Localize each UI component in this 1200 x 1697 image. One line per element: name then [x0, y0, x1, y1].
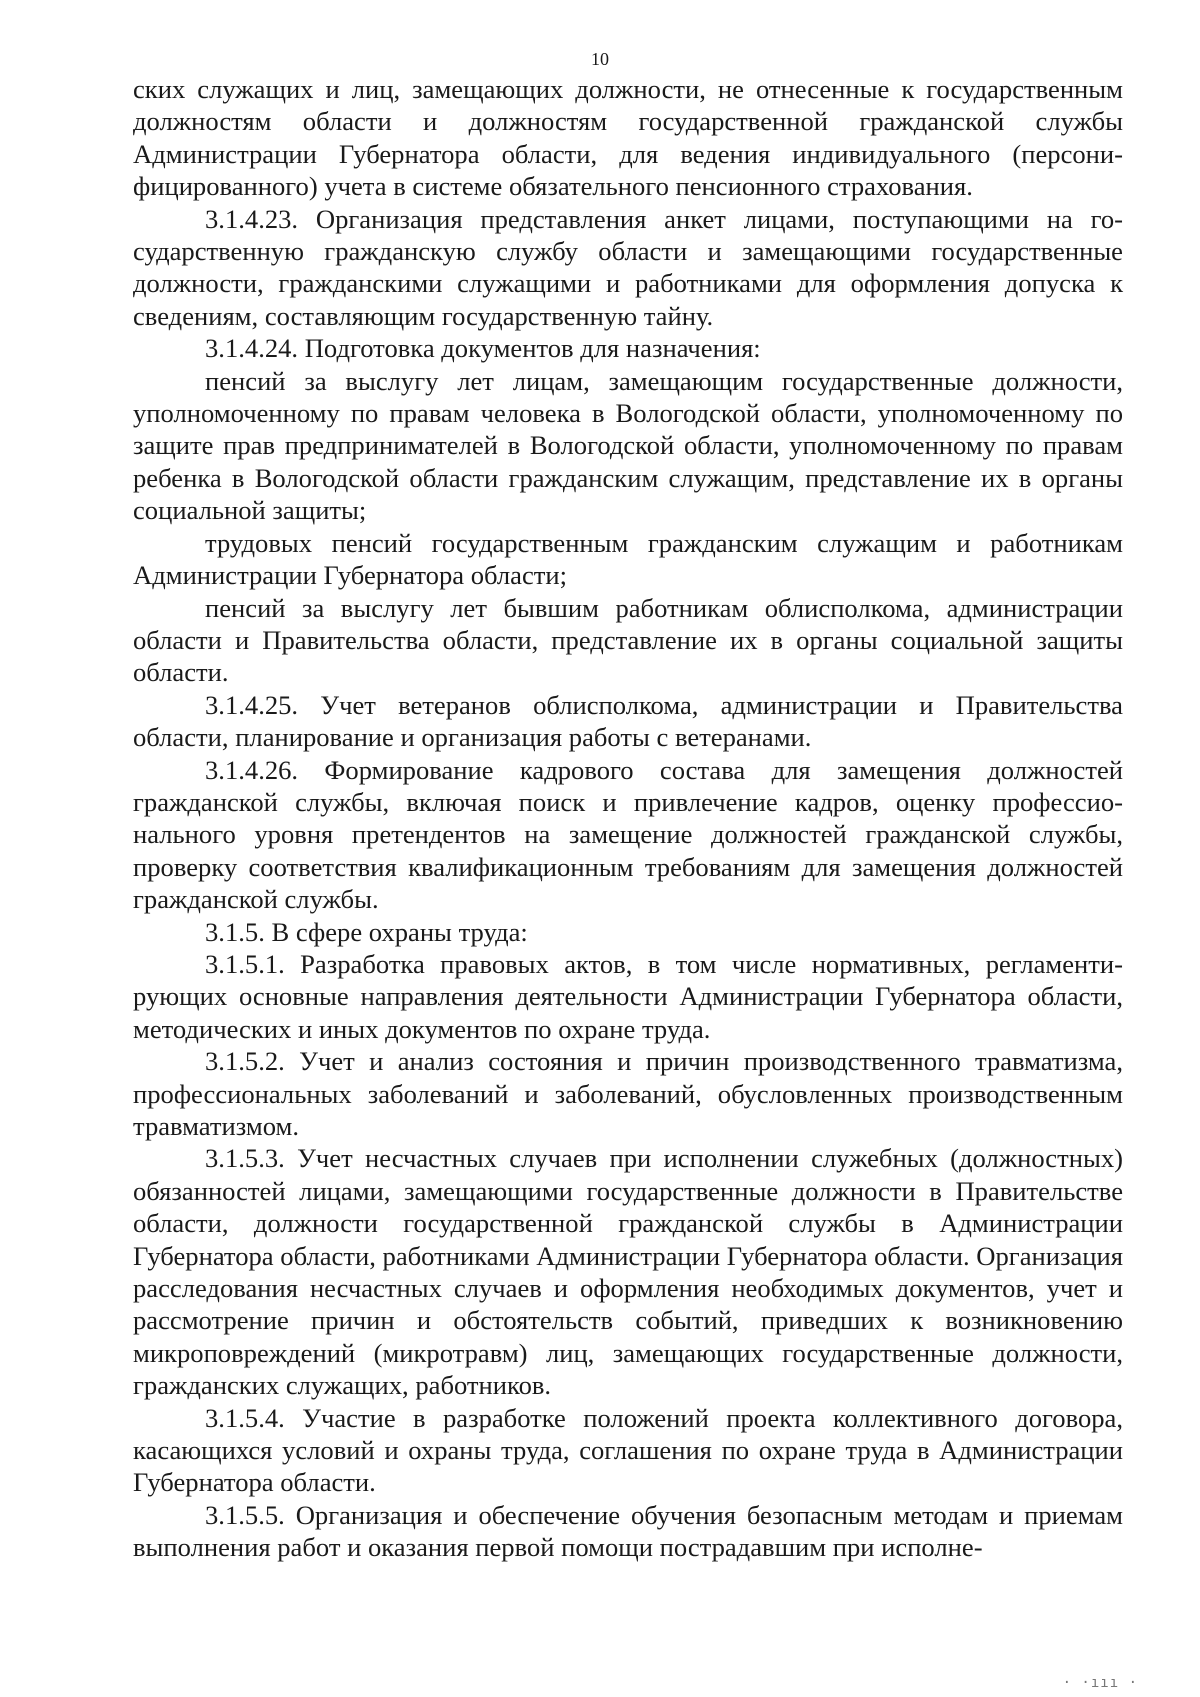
paragraph: 3.1.4.25. Учет ветеранов облисполкома, администрации и Правительства области, планирование и организация работы с ветеранами.: [133, 689, 1123, 753]
paragraph: 3.1.5.2. Учет и анализ состояния и причин производственного травматизма, профессиональных заболеваний и заболеваний, обусловленных производственным травматизмом.: [133, 1046, 1123, 1141]
paragraph: 3.1.5.5. Организация и обеспечение обучения безопасным методам и приемам выполнения работ и оказания первой помощи пострадавшим при исполне-: [133, 1499, 1123, 1563]
paragraph: 3.1.4.23. Организация представления анкет лицами, поступающими на государственную гражданскую службу области и замещающими государственные должности, гражданскими служащими и работниками для оформления допуска к сведениям, составляющим государственную тайну.: [133, 203, 1123, 331]
scan-artifact: · ·ııı ·: [1062, 1675, 1138, 1691]
page-number: 10: [591, 49, 609, 69]
paragraph: 3.1.5.1. Разработка правовых актов, в том числе нормативных, регламентирующих основные направления деятельности Администрации Губернатора области, методических и иных документов по охране труда.: [133, 948, 1123, 1044]
paragraph: пенсий за выслугу лет бывшим работникам облисполкома, администрации области и Правительства области, представление их в органы социальной защиты области.: [133, 592, 1123, 688]
paragraph: 3.1.5.3. Учет несчастных случаев при исполнении служебных (должностных) обязанностей лицами, замещающими государственные должности в Правительстве области, должности государственной гражданской службы в Администрации Губернатора области, работниками Администрации Губернатора области. Организация расследования несчастных случаев и оформления необходимых документов, учет и рассмотрение причин и обстоятельств событий, приведших к возникновению микроповреждений (микротравм) лиц, замещающих государственные должности, гражданских служащих, работников.: [133, 1143, 1123, 1401]
paragraph: 3.1.5.4. Участие в разработке положений проекта коллективного договора, касающихся условий и охраны труда, соглашения по охране труда в Администрации Губернатора области.: [133, 1402, 1123, 1498]
paragraph: пенсий за выслугу лет лицам, замещающим государственные должности, уполномоченному по правам человека в Вологодской области, уполномоченному по защите прав предпринимателей в Вологодской области, уполномоченному по правам ребенка в Вологодской области гражданским служащим, представление их в органы социальной защиты;: [133, 365, 1123, 526]
paragraph: трудовых пенсий государственным гражданским служащим и работникам Администрации Губернатора области;: [133, 527, 1123, 591]
document-body: [133, 73, 1123, 1564]
paragraph: 3.1.4.24. Подготовка документов для назначения:: [205, 333, 761, 364]
paragraph: 3.1.5. В сфере охраны труда:: [205, 916, 528, 947]
paragraph: ских служащих и лиц, замещающих должности, не отнесенные к государственным должностям области и должностям государственной гражданской службы Администрации Губернатора области, для ведения индивидуального (персонифицированного) учета в системе обязательного пенсионного страхования.: [133, 74, 1123, 202]
paragraph: 3.1.4.26. Формирование кадрового состава для замещения должностей гражданской службы, включая поиск и привлечение кадров, оценку профессионального уровня претендентов на замещение должностей гражданской службы, проверку соответствия квалификационным требованиям для замещения должностей гражданской службы.: [133, 754, 1123, 915]
